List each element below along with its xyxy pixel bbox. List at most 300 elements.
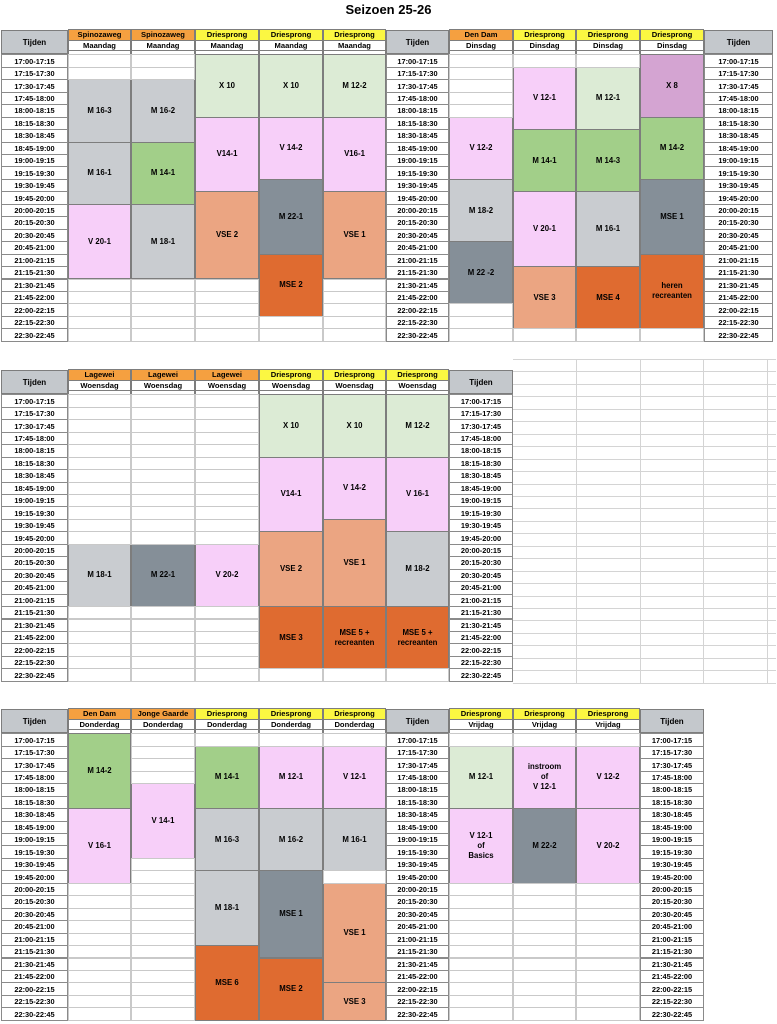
time-slot: 20:15-20:30 [1,556,68,569]
empty-slot [131,328,195,341]
grid-line [703,359,704,683]
time-slot: 22:00-22:15 [640,982,704,995]
time-slot: 21:00-21:15 [1,594,68,607]
empty-slot [131,291,195,304]
time-slot: 20:15-20:30 [1,216,68,229]
training-block[interactable]: VSE 3 [513,266,576,329]
time-slot: 20:30-20:45 [704,229,773,242]
training-block[interactable]: M 16-1 [576,191,640,267]
empty-slot [68,668,131,681]
time-slot: 19:30-19:45 [1,179,68,192]
time-slot: 19:00-19:15 [449,494,513,507]
location-header: Lagewei [68,369,131,381]
empty-slot [195,279,259,292]
training-block[interactable]: V 20-1 [513,191,576,267]
day-header: Vrijdag [576,719,640,731]
time-slot: 21:30-21:45 [386,279,449,292]
training-block[interactable]: X 10 [259,394,323,457]
time-slot: 20:30-20:45 [1,229,68,242]
time-slot: 19:15-19:30 [704,166,773,179]
time-slot: 19:00-19:15 [1,833,68,846]
time-slot: 22:00-22:15 [1,303,68,316]
training-block[interactable]: M 22-1 [259,179,323,255]
grid-line [513,583,776,584]
training-block[interactable]: MSE 4 [576,266,640,329]
empty-slot [68,643,131,656]
tijden-header: Tijden [1,370,68,395]
empty-slot [131,469,195,482]
time-slot: 19:30-19:45 [449,519,513,532]
grid-line [513,371,776,372]
grid-line [513,521,776,522]
grid-line [513,384,776,385]
empty-slot [576,1007,640,1020]
empty-slot [68,656,131,669]
time-slot: 22:15-22:30 [640,995,704,1008]
empty-slot [513,883,576,896]
empty-slot [576,328,640,341]
empty-slot [131,758,195,771]
empty-slot [449,945,513,958]
empty-slot [131,733,195,746]
empty-slot [259,733,323,746]
training-block[interactable]: M 16-1 [323,808,386,871]
training-block[interactable]: M 16-2 [131,79,195,142]
training-block[interactable]: M 18-1 [195,870,259,946]
empty-slot [195,407,259,420]
time-slot: 19:15-19:30 [1,845,68,858]
empty-slot [68,933,131,946]
time-slot: 18:15-18:30 [1,796,68,809]
training-block[interactable]: VSE 1 [323,519,386,607]
time-slot: 22:00-22:15 [1,982,68,995]
time-slot: 20:00-20:15 [1,883,68,896]
training-block[interactable]: V 20-2 [195,544,259,607]
training-block[interactable]: V 12-2 [576,746,640,809]
time-slot: 18:15-18:30 [449,457,513,470]
empty-slot [576,883,640,896]
grid-line [513,459,776,460]
time-slot: 22:30-22:45 [386,328,449,341]
empty-slot [68,883,131,896]
training-block[interactable]: M 18-1 [68,544,131,607]
empty-slot [68,303,131,316]
empty-slot [68,54,131,67]
empty-slot [131,995,195,1008]
time-slot: 17:30-17:45 [1,419,68,432]
time-slot: 21:30-21:45 [640,958,704,971]
training-block[interactable]: VSE 3 [323,982,386,1020]
time-slot: 20:00-20:15 [704,204,773,217]
time-slot: 17:15-17:30 [386,746,449,759]
time-slot: 18:45-19:00 [386,821,449,834]
training-block[interactable]: VSE 1 [323,883,386,984]
time-slot: 17:45-18:00 [386,771,449,784]
empty-slot [576,908,640,921]
empty-slot [131,656,195,669]
time-slot: 20:00-20:15 [386,883,449,896]
empty-slot [131,883,195,896]
time-slot: 17:00-17:15 [449,394,513,407]
training-block[interactable]: M 16-2 [259,808,323,871]
time-slot: 20:00-20:15 [1,204,68,217]
time-slot: 20:15-20:30 [386,216,449,229]
time-slot: 19:45-20:00 [449,531,513,544]
training-block[interactable]: M 16-3 [195,808,259,871]
empty-slot [195,506,259,519]
grid-line [513,484,776,485]
training-block[interactable]: M 18-2 [386,531,449,607]
training-block[interactable]: MSE 2 [259,254,323,317]
time-slot: 21:15-21:30 [386,266,449,279]
time-slot: 22:15-22:30 [386,316,449,329]
time-slot: 22:30-22:45 [1,668,68,681]
time-slot: 18:00-18:15 [386,783,449,796]
training-block[interactable]: M 16-3 [68,79,131,142]
training-block[interactable]: MSE 2 [259,958,323,1021]
time-slot: 21:45-22:00 [386,291,449,304]
time-slot: 22:30-22:45 [704,328,773,341]
time-slot: 18:45-19:00 [449,482,513,495]
empty-slot [195,733,259,746]
time-slot: 19:30-19:45 [640,858,704,871]
time-slot: 18:00-18:15 [1,783,68,796]
day-header: Maandag [323,40,386,52]
time-slot: 18:15-18:30 [704,117,773,130]
empty-slot [68,506,131,519]
training-block[interactable]: V 16-1 [68,808,131,884]
time-slot: 20:30-20:45 [386,908,449,921]
time-slot: 19:15-19:30 [1,506,68,519]
time-slot: 21:15-21:30 [386,945,449,958]
training-block[interactable]: X 10 [323,394,386,457]
location-header: Driesprong [259,708,323,720]
empty-slot [68,982,131,995]
empty-slot [449,92,513,105]
training-block[interactable]: V14-1 [259,457,323,533]
training-block[interactable]: MSE 3 [259,606,323,669]
empty-slot [131,54,195,67]
training-block[interactable]: M 14-1 [195,746,259,809]
time-slot: 17:30-17:45 [640,758,704,771]
training-block[interactable]: X 10 [195,54,259,117]
location-header: Driesprong [576,29,640,41]
day-header: Woensdag [323,380,386,392]
empty-slot [131,970,195,983]
page-title: Seizoen 25-26 [345,2,432,17]
training-block[interactable]: M 12-2 [386,394,449,457]
time-slot: 17:00-17:15 [1,54,68,67]
empty-slot [68,469,131,482]
time-slot: 19:30-19:45 [1,858,68,871]
empty-slot [195,394,259,407]
time-slot: 22:00-22:15 [1,643,68,656]
training-block[interactable]: M 12-1 [576,67,640,130]
day-header: Maandag [68,40,131,52]
training-block[interactable]: M 14-2 [640,117,704,180]
training-block[interactable]: MSE 1 [640,179,704,255]
training-block[interactable]: V 12-1 [323,746,386,809]
time-slot: 18:45-19:00 [1,821,68,834]
time-slot: 20:45-21:00 [1,581,68,594]
time-slot: 19:00-19:15 [1,494,68,507]
time-slot: 19:45-20:00 [640,870,704,883]
empty-slot [195,668,259,681]
time-slot: 17:15-17:30 [1,407,68,420]
training-block[interactable]: V 16-1 [386,457,449,533]
time-slot: 19:15-19:30 [1,166,68,179]
grid-line [513,446,776,447]
empty-slot [68,328,131,341]
empty-slot [449,982,513,995]
empty-slot [195,619,259,632]
training-block[interactable]: V 14-2 [323,457,386,520]
time-slot: 21:30-21:45 [386,958,449,971]
time-slot: 17:45-18:00 [1,771,68,784]
empty-slot [68,394,131,407]
training-block[interactable]: M 22-2 [513,808,576,884]
empty-slot [68,958,131,971]
time-slot: 21:00-21:15 [640,933,704,946]
empty-slot [195,631,259,644]
empty-slot [131,482,195,495]
time-slot: 18:30-18:45 [1,129,68,142]
empty-slot [576,733,640,746]
empty-slot [68,631,131,644]
tijden-header: Tijden [704,30,773,55]
empty-slot [68,1007,131,1020]
training-block[interactable]: M 14-1 [513,129,576,192]
time-slot: 17:15-17:30 [1,67,68,80]
empty-slot [449,883,513,896]
time-slot: 22:15-22:30 [1,316,68,329]
time-slot: 17:45-18:00 [449,432,513,445]
training-block[interactable]: VSE 2 [195,191,259,279]
empty-slot [131,631,195,644]
time-slot: 17:15-17:30 [640,746,704,759]
time-slot: 18:30-18:45 [1,469,68,482]
location-header: Driesprong [195,708,259,720]
empty-slot [449,54,513,67]
empty-slot [449,995,513,1008]
empty-slot [131,1007,195,1020]
time-slot: 20:30-20:45 [449,569,513,582]
training-block[interactable]: V 12-1 of Basics [449,808,513,884]
training-block[interactable]: M 22-1 [131,544,195,607]
time-slot: 20:00-20:15 [1,544,68,557]
empty-slot [195,643,259,656]
time-slot: 22:15-22:30 [386,995,449,1008]
empty-slot [131,619,195,632]
training-block[interactable]: M 16-1 [68,142,131,205]
training-block[interactable]: M 14-2 [68,733,131,809]
day-header: Woensdag [131,380,195,392]
training-block[interactable]: M 12-2 [323,54,386,117]
empty-slot [68,908,131,921]
empty-slot [449,328,513,341]
training-block[interactable]: V 12-2 [449,117,513,180]
training-block[interactable]: V 20-2 [576,808,640,884]
time-slot: 18:00-18:15 [1,104,68,117]
tijden-header: Tijden [1,30,68,55]
training-block[interactable]: V 12-1 [513,67,576,130]
time-slot: 18:45-19:00 [640,821,704,834]
time-slot: 21:15-21:30 [1,266,68,279]
empty-slot [513,945,576,958]
time-slot: 18:30-18:45 [386,808,449,821]
time-slot: 22:00-22:15 [386,303,449,316]
empty-slot [68,970,131,983]
location-header: Driesprong [386,369,449,381]
day-header: Vrijdag [449,719,513,731]
tijden-header: Tijden [386,30,449,55]
training-block[interactable]: MSE 5 + recreanten [386,606,449,669]
grid-line [513,434,776,435]
training-block[interactable]: MSE 6 [195,945,259,1021]
day-header: Woensdag [259,380,323,392]
tijden-header: Tijden [386,709,449,734]
time-slot: 19:30-19:45 [704,179,773,192]
time-slot: 19:00-19:15 [704,154,773,167]
empty-slot [195,606,259,619]
grid-line [513,421,776,422]
training-block[interactable]: M 14-1 [131,142,195,205]
location-header: Driesprong [259,369,323,381]
time-slot: 19:45-20:00 [1,870,68,883]
training-block[interactable]: V 14-1 [131,783,195,859]
empty-slot [195,432,259,445]
day-header: Maandag [259,40,323,52]
time-slot: 20:15-20:30 [386,895,449,908]
empty-slot [131,67,195,80]
empty-slot [323,733,386,746]
time-slot: 21:00-21:15 [449,594,513,607]
training-block[interactable]: heren recreanten [640,254,704,330]
tijden-header: Tijden [640,709,704,734]
time-slot: 20:45-21:00 [704,241,773,254]
empty-slot [323,870,386,883]
training-block[interactable]: M 18-2 [449,179,513,242]
empty-slot [68,457,131,470]
empty-slot [195,656,259,669]
time-slot: 21:30-21:45 [1,619,68,632]
grid-line [513,546,776,547]
empty-slot [323,328,386,341]
empty-slot [513,920,576,933]
training-block[interactable]: M 18-1 [131,204,195,280]
time-slot: 18:45-19:00 [386,142,449,155]
training-block[interactable]: M 14-3 [576,129,640,192]
day-header: Dinsdag [640,40,704,52]
empty-slot [195,519,259,532]
location-header: Driesprong [640,29,704,41]
empty-slot [195,457,259,470]
training-block[interactable]: MSE 5 + recreanten [323,606,386,669]
time-slot: 17:15-17:30 [704,67,773,80]
time-slot: 17:30-17:45 [386,79,449,92]
training-block[interactable]: V14-1 [195,117,259,193]
day-header: Maandag [195,40,259,52]
empty-slot [131,432,195,445]
empty-slot [131,494,195,507]
time-slot: 17:45-18:00 [704,92,773,105]
training-block[interactable]: VSE 2 [259,531,323,607]
time-slot: 17:15-17:30 [1,746,68,759]
time-slot: 19:15-19:30 [449,506,513,519]
time-slot: 22:15-22:30 [449,656,513,669]
empty-slot [131,279,195,292]
empty-slot [131,945,195,958]
empty-slot [131,958,195,971]
time-slot: 22:30-22:45 [449,668,513,681]
training-block[interactable]: VSE 1 [323,191,386,279]
time-slot: 21:45-22:00 [704,291,773,304]
empty-slot [576,982,640,995]
empty-slot [68,606,131,619]
time-slot: 19:00-19:15 [640,833,704,846]
training-block[interactable]: X 10 [259,54,323,117]
grid-line [513,409,776,410]
time-slot: 17:00-17:15 [704,54,773,67]
empty-slot [513,733,576,746]
training-block[interactable]: M 22 -2 [449,241,513,304]
training-block[interactable]: V16-1 [323,117,386,193]
empty-slot [449,79,513,92]
empty-slot [513,933,576,946]
time-slot: 21:45-22:00 [1,291,68,304]
time-slot: 20:30-20:45 [386,229,449,242]
grid-line [513,596,776,597]
location-header: Spinozaweg [131,29,195,41]
training-block[interactable]: M 12-1 [259,746,323,809]
time-slot: 20:30-20:45 [640,908,704,921]
empty-slot [449,733,513,746]
time-slot: 18:45-19:00 [1,142,68,155]
time-slot: 17:30-17:45 [1,758,68,771]
empty-slot [513,908,576,921]
grid-line [513,658,776,659]
time-slot: 18:15-18:30 [386,117,449,130]
time-slot: 18:15-18:30 [386,796,449,809]
location-header: Driesprong [323,708,386,720]
training-block[interactable]: X 8 [640,54,704,117]
time-slot: 20:45-21:00 [386,241,449,254]
time-slot: 19:00-19:15 [386,833,449,846]
time-slot: 17:30-17:45 [704,79,773,92]
training-block[interactable]: instroom of V 12-1 [513,746,576,809]
time-slot: 20:30-20:45 [1,908,68,921]
empty-slot [131,771,195,784]
empty-slot [131,643,195,656]
empty-slot [195,419,259,432]
empty-slot [195,494,259,507]
time-slot: 18:45-19:00 [704,142,773,155]
empty-slot [449,933,513,946]
training-block[interactable]: V 20-1 [68,204,131,280]
empty-slot [323,291,386,304]
grid-line [513,496,776,497]
time-slot: 21:00-21:15 [386,254,449,267]
training-block[interactable]: MSE 1 [259,870,323,958]
empty-slot [195,303,259,316]
training-block[interactable]: M 12-1 [449,746,513,809]
training-block[interactable]: V 14-2 [259,117,323,180]
day-header: Dinsdag [513,40,576,52]
empty-slot [513,1007,576,1020]
empty-slot [68,494,131,507]
time-slot: 20:15-20:30 [640,895,704,908]
time-slot: 20:00-20:15 [449,544,513,557]
